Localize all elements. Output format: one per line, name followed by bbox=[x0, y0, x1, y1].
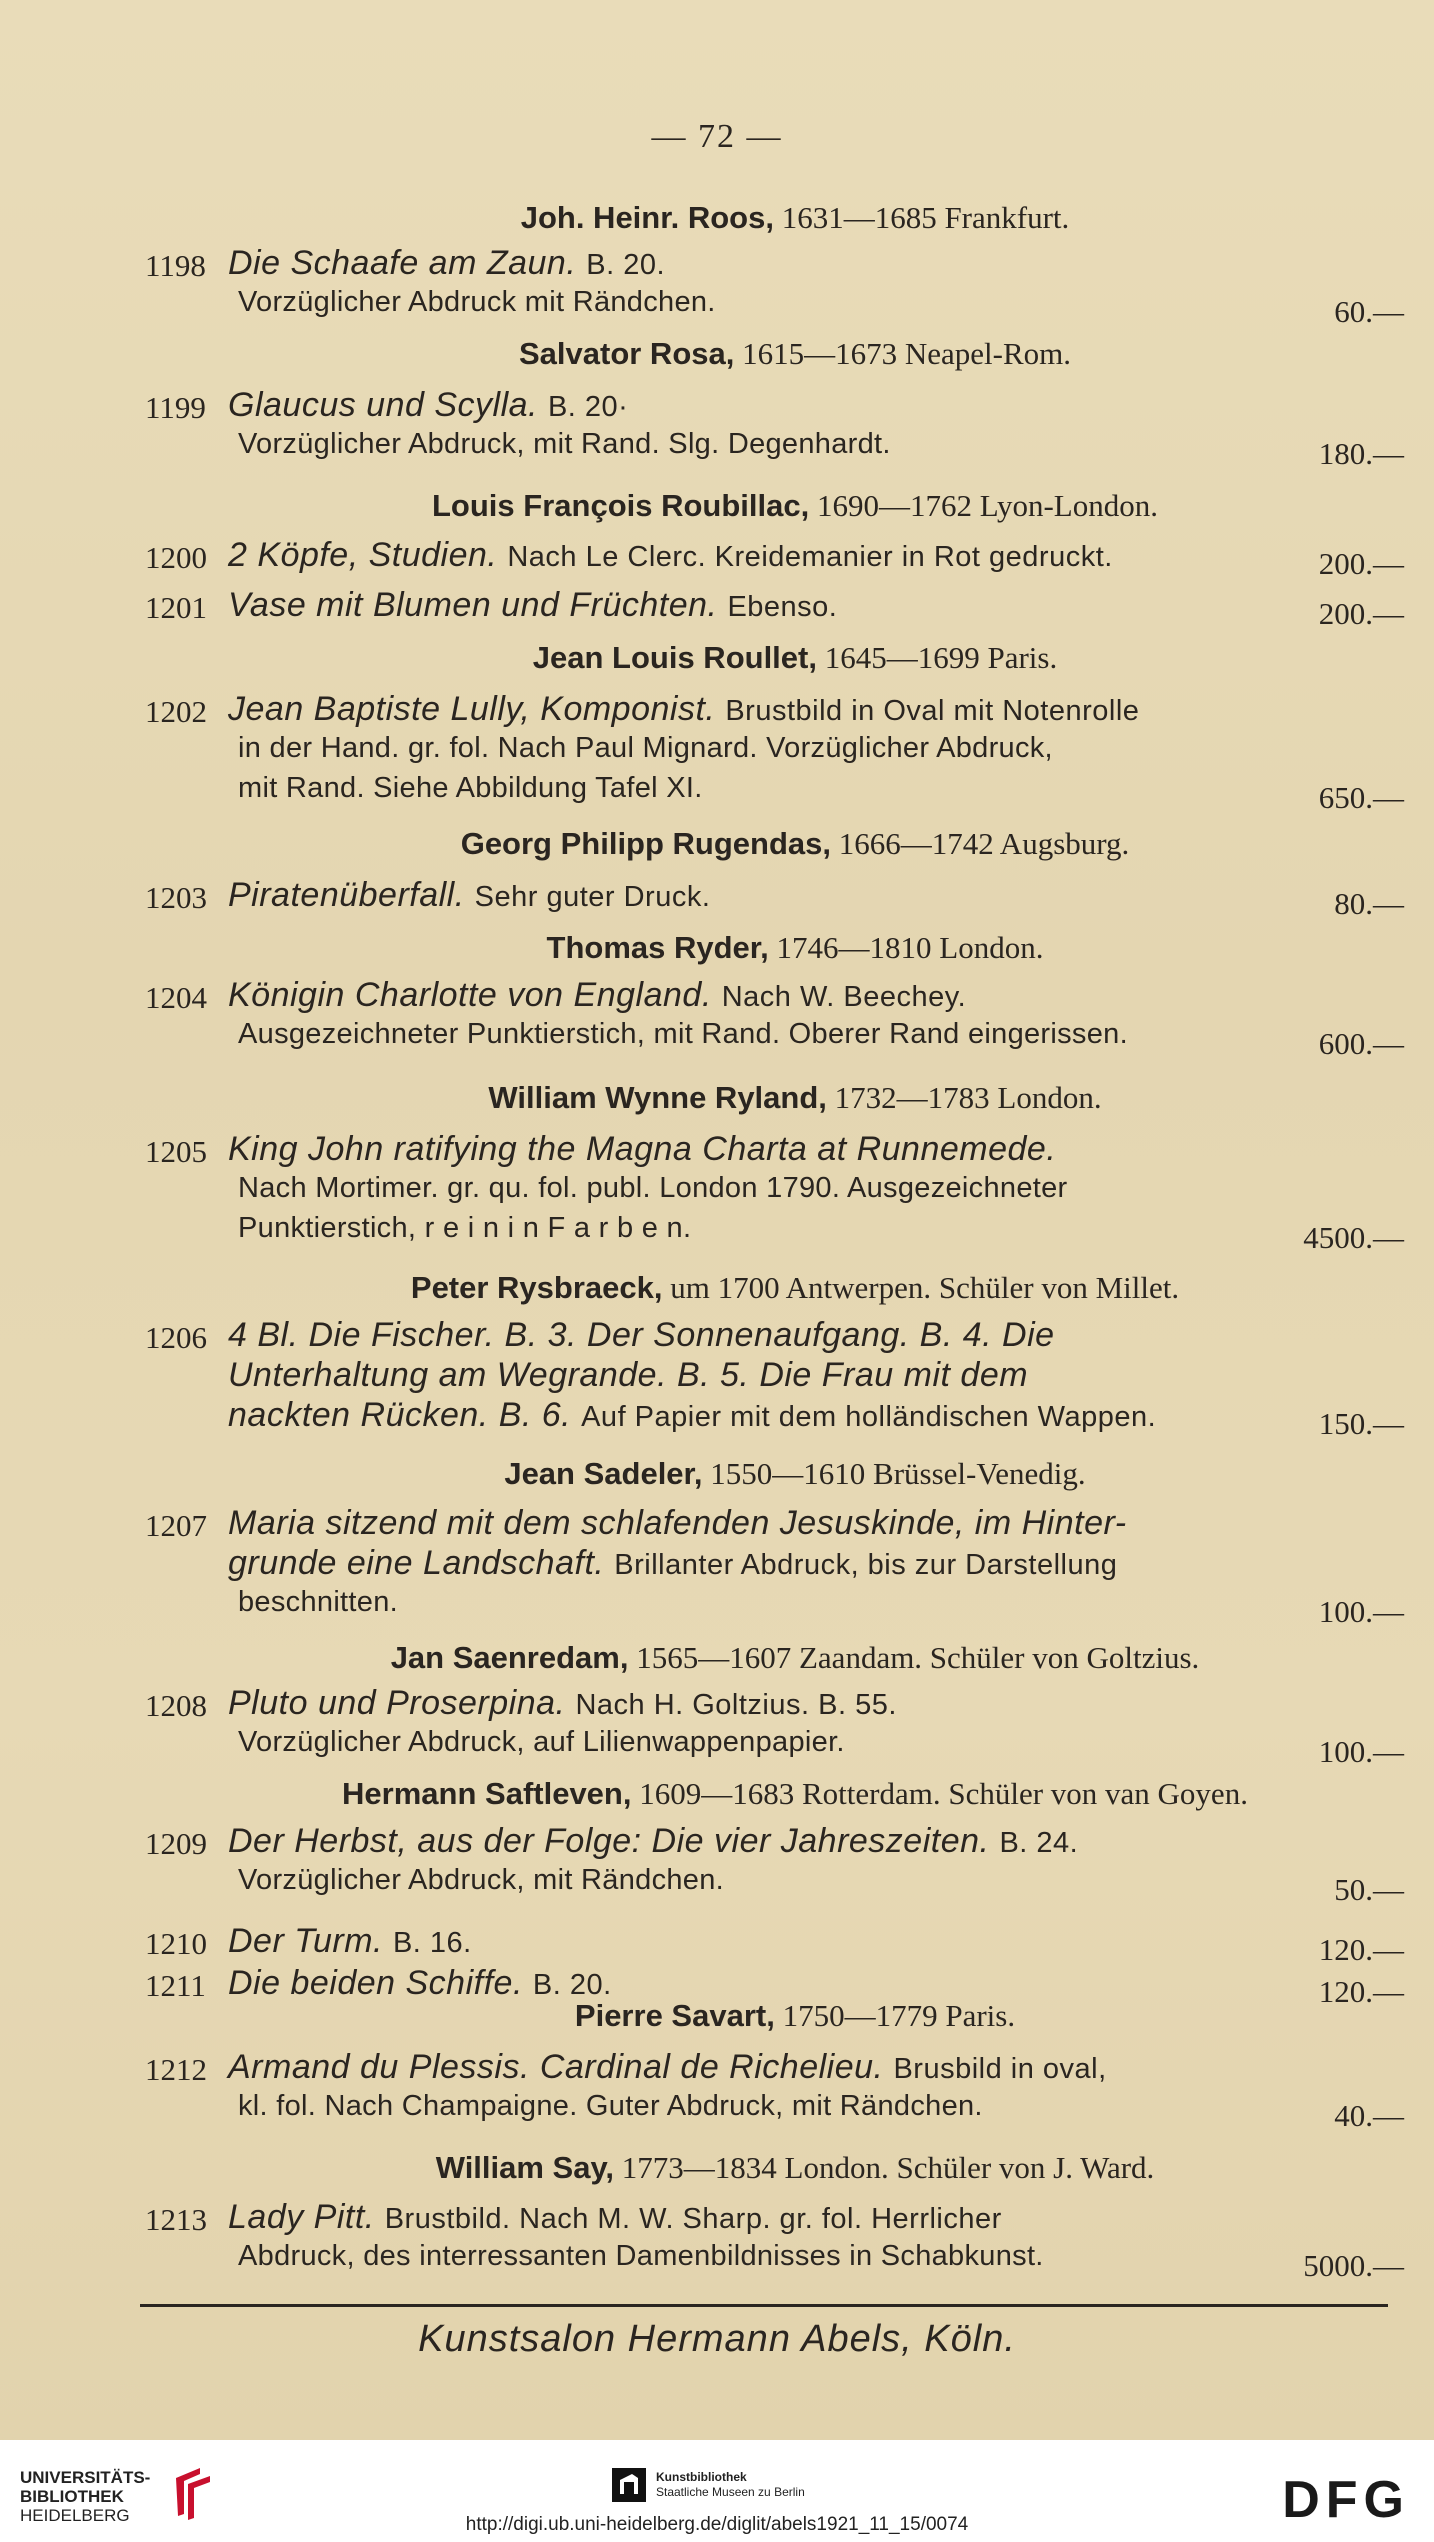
lot-number: 1199 bbox=[145, 390, 206, 425]
lot-number: 1203 bbox=[145, 880, 207, 915]
lot-detail: Ebenso. bbox=[727, 591, 838, 623]
artist-heading bbox=[140, 930, 1434, 966]
lot-title-text: Pluto und Proserpina. bbox=[228, 1684, 566, 1722]
lot-price: 100.— bbox=[1318, 1734, 1404, 1769]
artist-name: Thomas Ryder, bbox=[546, 930, 769, 965]
lot-description: Vorzüglicher Abdruck, auf Lilienwappenpapier. bbox=[238, 1726, 845, 1758]
artist-heading bbox=[140, 200, 1434, 236]
artist-dates: 1690—1762 Lyon-London. bbox=[816, 488, 1158, 523]
lot-price: 60.— bbox=[1334, 294, 1404, 329]
lot-number: 1207 bbox=[145, 1508, 207, 1543]
lot-detail: B. 16. bbox=[392, 1927, 472, 1959]
lot-title-text: King John ratifying the Magna Charta at Runnemede. bbox=[228, 1130, 1057, 1168]
lot-detail: B. 20. bbox=[586, 249, 666, 281]
lot-description: kl. fol. Nach Champaigne. Guter Abdruck, mit Rändchen. bbox=[238, 2090, 983, 2122]
lot-price: 200.— bbox=[1318, 546, 1404, 581]
lot-title-text: Die beiden Schiffe. bbox=[228, 1964, 523, 2002]
lot-title bbox=[228, 1822, 1078, 1861]
lot-number: 1212 bbox=[145, 2052, 207, 2087]
lot-title bbox=[228, 2048, 1107, 2087]
lot-number: 1210 bbox=[145, 1926, 207, 1961]
artist-heading bbox=[140, 1456, 1434, 1492]
lot-title-text: Vase mit Blumen und Früchten. bbox=[228, 586, 718, 624]
kb-line: Staatliche Museen zu Berlin bbox=[656, 2485, 805, 2499]
lot-description: Punktierstich, r e i n i n F a r b e n. bbox=[238, 1212, 692, 1244]
lot-title bbox=[228, 1504, 1127, 1543]
lot-price: 120.— bbox=[1318, 1974, 1404, 2009]
lot-number: 1209 bbox=[145, 1826, 207, 1861]
artist-heading bbox=[140, 1640, 1434, 1676]
lot-number: 1198 bbox=[145, 248, 206, 283]
lot-detail: Brillanter Abdruck, bis zur Darstellung bbox=[614, 1549, 1118, 1581]
artist-heading bbox=[140, 2150, 1434, 2186]
artist-dates: 1645—1699 Paris. bbox=[824, 640, 1058, 675]
artist-dates: um 1700 Antwerpen. Schüler von Millet. bbox=[670, 1270, 1180, 1305]
lot-price: 200.— bbox=[1318, 596, 1404, 631]
lot-price: 40.— bbox=[1334, 2098, 1404, 2133]
lot-title-text: nackten Rücken. B. 6. bbox=[228, 1396, 572, 1434]
publisher-footer: Kunstsalon Hermann Abels, Köln. bbox=[418, 2318, 1016, 2360]
artist-dates: 1773—1834 London. Schüler von J. Ward. bbox=[621, 2150, 1155, 2185]
lot-title bbox=[228, 2198, 1002, 2237]
lot-title bbox=[228, 1316, 1055, 1355]
lot-description: Vorzüglicher Abdruck, mit Rändchen. bbox=[238, 1864, 725, 1896]
lot-detail: Nach W. Beechey. bbox=[721, 981, 967, 1013]
artist-name: Louis François Roubillac, bbox=[432, 488, 810, 523]
kunstbibliothek-emblem-icon bbox=[612, 2468, 646, 2502]
artist-name: Jean Louis Roullet, bbox=[532, 640, 817, 675]
artist-name: Peter Rysbraeck, bbox=[410, 1270, 663, 1305]
lot-title bbox=[228, 1684, 897, 1723]
lot-detail: B. 24. bbox=[999, 1827, 1079, 1859]
lot-number: 1202 bbox=[145, 694, 207, 729]
lot-number: 1200 bbox=[145, 540, 207, 575]
lot-title bbox=[228, 244, 665, 283]
artist-dates: 1631—1685 Frankfurt. bbox=[781, 200, 1070, 235]
artist-heading bbox=[140, 1270, 1434, 1306]
lot-detail: B. 20. bbox=[532, 1969, 612, 2001]
ub-line: BIBLIOTHEK bbox=[20, 2487, 124, 2506]
lot-title bbox=[228, 1130, 1056, 1169]
lot-description: beschnitten. bbox=[238, 1586, 398, 1618]
lot-price: 5000.— bbox=[1303, 2248, 1404, 2283]
ub-line: UNIVERSITÄTS- bbox=[20, 2468, 151, 2487]
lot-title-continued bbox=[228, 1396, 1156, 1435]
ub-line: HEIDELBERG bbox=[20, 2506, 130, 2525]
artist-name: William Say, bbox=[435, 2150, 615, 2185]
digitization-strip bbox=[0, 2440, 1434, 2542]
lot-title bbox=[228, 876, 710, 915]
page-number: — 72 — bbox=[651, 118, 783, 155]
lot-title bbox=[228, 386, 628, 425]
lot-title-text: grunde eine Landschaft. bbox=[228, 1544, 605, 1582]
dfg-logo[interactable]: DFG bbox=[1282, 2471, 1410, 2529]
artist-heading bbox=[140, 826, 1434, 862]
lot-detail: Nach H. Goltzius. B. 55. bbox=[575, 1689, 897, 1721]
kunstbibliothek-logo[interactable] bbox=[612, 2460, 832, 2510]
lot-detail: Sehr guter Druck. bbox=[474, 881, 711, 913]
lot-description: Ausgezeichneter Punktierstich, mit Rand. Oberer Rand eingerissen. bbox=[238, 1018, 1128, 1050]
artist-heading bbox=[140, 1998, 1434, 2034]
lot-price: 600.— bbox=[1318, 1026, 1404, 1061]
lot-number: 1213 bbox=[145, 2202, 207, 2237]
lot-title bbox=[228, 1922, 472, 1961]
kb-line: Kunstbibliothek bbox=[656, 2470, 747, 2484]
artist-name: William Wynne Ryland, bbox=[488, 1080, 827, 1115]
lot-title-text: Königin Charlotte von England. bbox=[228, 976, 712, 1014]
lot-description: Abdruck, des interressanten Damenbildnisses in Schabkunst. bbox=[238, 2240, 1044, 2272]
lot-number: 1211 bbox=[145, 1968, 206, 2003]
lot-title bbox=[228, 536, 1113, 575]
artist-heading bbox=[140, 640, 1434, 676]
lot-title-text: 4 Bl. Die Fischer. B. 3. Der Sonnenaufgang. B. 4. Die bbox=[228, 1316, 1055, 1354]
bottom-rule bbox=[140, 2304, 1388, 2307]
lot-detail: Auf Papier mit dem holländischen Wappen. bbox=[581, 1401, 1157, 1433]
lot-title-text: Lady Pitt. bbox=[228, 2198, 375, 2236]
lot-title-continued bbox=[228, 1356, 1028, 1395]
lot-description: Nach Mortimer. gr. qu. fol. publ. London 1790. Ausgezeichneter bbox=[238, 1172, 1068, 1204]
lot-price: 80.— bbox=[1334, 886, 1404, 921]
lot-price: 50.— bbox=[1334, 1872, 1404, 1907]
artist-name: Pierre Savart, bbox=[574, 1998, 775, 2033]
artist-heading bbox=[140, 1080, 1434, 1116]
artist-heading bbox=[140, 1776, 1434, 1812]
lot-title-text: 2 Köpfe, Studien. bbox=[228, 536, 498, 574]
lot-title-text: Unterhaltung am Wegrande. B. 5. Die Frau mit dem bbox=[228, 1356, 1029, 1394]
artist-dates: 1746—1810 London. bbox=[776, 930, 1044, 965]
source-url[interactable]: http://digi.ub.uni-heidelberg.de/diglit/abels1921_11_15/0074 bbox=[465, 2514, 969, 2535]
lot-price: 4500.— bbox=[1303, 1220, 1404, 1255]
lot-description: Vorzüglicher Abdruck mit Rändchen. bbox=[238, 286, 716, 318]
lot-number: 1208 bbox=[145, 1688, 207, 1723]
lot-number: 1205 bbox=[145, 1134, 207, 1169]
lot-title-text: Der Turm. bbox=[228, 1922, 383, 1960]
lot-title-text: Piratenüberfall. bbox=[228, 876, 465, 914]
lot-price: 100.— bbox=[1318, 1594, 1404, 1629]
artist-name: Jan Saenredam, bbox=[390, 1640, 629, 1675]
lot-description: in der Hand. gr. fol. Nach Paul Mignard. Vorzüglicher Abdruck, bbox=[238, 732, 1053, 764]
artist-heading bbox=[140, 488, 1434, 524]
lot-detail: Brustbild. Nach M. W. Sharp. gr. fol. Herrlicher bbox=[384, 2203, 1002, 2235]
lot-detail: Brusbild in oval, bbox=[893, 2053, 1107, 2085]
lot-title bbox=[228, 976, 966, 1015]
lot-detail: Nach Le Clerc. Kreidemanier in Rot gedruckt. bbox=[507, 541, 1113, 573]
lot-title bbox=[228, 690, 1139, 729]
lot-price: 180.— bbox=[1318, 436, 1404, 471]
lot-description: Vorzüglicher Abdruck, mit Rand. Slg. Degenhardt. bbox=[238, 428, 891, 460]
lot-detail: Brustbild in Oval mit Notenrolle bbox=[725, 695, 1140, 727]
lot-title-continued bbox=[228, 1544, 1117, 1583]
lot-title-text: Jean Baptiste Lully, Komponist. bbox=[228, 690, 716, 728]
artist-name: Hermann Saftleven, bbox=[342, 1776, 632, 1811]
artist-dates: 1550—1610 Brüssel-Venedig. bbox=[710, 1456, 1086, 1491]
lot-price: 120.— bbox=[1318, 1932, 1404, 1967]
lot-price: 650.— bbox=[1318, 780, 1404, 815]
lot-title-text: Der Herbst, aus der Folge: Die vier Jahreszeiten. bbox=[228, 1822, 990, 1860]
lot-title-text: Maria sitzend mit dem schlafenden Jesuskinde, im Hinter- bbox=[228, 1504, 1127, 1542]
lot-number: 1201 bbox=[145, 590, 207, 625]
artist-name: Salvator Rosa, bbox=[518, 336, 735, 371]
artist-dates: 1750—1779 Paris. bbox=[782, 1998, 1016, 2033]
lot-number: 1204 bbox=[145, 980, 207, 1015]
lot-title-text: Die Schaafe am Zaun. bbox=[228, 244, 577, 282]
lot-title bbox=[228, 586, 837, 625]
lot-price: 150.— bbox=[1318, 1406, 1404, 1441]
artist-name: Joh. Heinr. Roos, bbox=[520, 200, 774, 235]
lot-title-text: Glaucus und Scylla. bbox=[228, 386, 538, 424]
artist-dates: 1615—1673 Neapel-Rom. bbox=[742, 336, 1071, 371]
artist-name: Georg Philipp Rugendas, bbox=[460, 826, 832, 861]
lot-number: 1206 bbox=[145, 1320, 207, 1355]
lot-title-text: Armand du Plessis. Cardinal de Richelieu. bbox=[228, 2048, 884, 2086]
artist-name: Jean Sadeler, bbox=[504, 1456, 703, 1491]
lot-detail: B. 20· bbox=[547, 391, 629, 423]
artist-dates: 1609—1683 Rotterdam. Schüler von van Goyen. bbox=[639, 1776, 1248, 1811]
artist-heading bbox=[140, 336, 1434, 372]
lot-description: mit Rand. Siehe Abbildung Tafel XI. bbox=[238, 772, 703, 804]
artist-dates: 1732—1783 London. bbox=[834, 1080, 1102, 1115]
artist-dates: 1666—1742 Augsburg. bbox=[838, 826, 1130, 861]
artist-dates: 1565—1607 Zaandam. Schüler von Goltzius. bbox=[636, 1640, 1200, 1675]
